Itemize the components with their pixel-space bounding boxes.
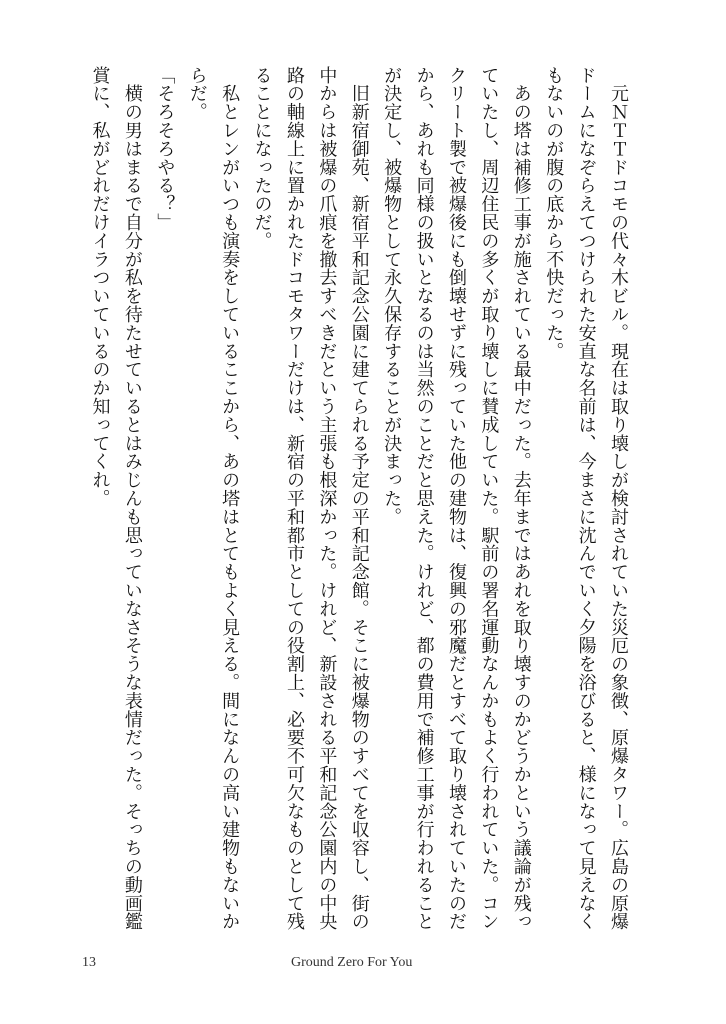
page-number: 13 <box>82 955 96 970</box>
running-title: Ground Zero For You <box>291 955 413 970</box>
paragraph: 旧新宿御苑、新宿平和記念公園に建てられる予定の平和記念館。そこに被爆物のすべてを収容し、街の中からは被爆の爪痕を撤去すべきだという主張も根深かった。けれど、新設される平和記念公園内の中央路の軸線上に置かれたドコモタワーだけは、新宿の平和都市としての役割上、必要不可欠なものとして残ることになったのだ。 <box>251 66 370 931</box>
paragraph: 横の男はまるで自分が私を待たせているとはみじんも思っていなさそうな表情だった。そっちの動画鑑賞に、私がどれだけイラついているのか知ってくれ。 <box>89 66 143 931</box>
paragraph: 私とレンがいつも演奏をしているここから、あの塔はとてもよく見える。間になんの高い建物もないからだ。 <box>186 66 241 931</box>
body-text <box>68 66 634 946</box>
paragraph: あの塔は補修工事が施されている最中だった。去年まではあれを取り壊すのかどうかという議論が残っていたし、周辺住民の多くが取り壊しに賛成していた。駅前の署名運動なんかもよく行われていた。コンクリート製で被爆後にも倒壊せずに残っていた他の建物は、復興の邪魔だとすべて取り壊されていたのだから、あれも同様の扱いとなるのは当然のことだと思えた。けれど、都の費用で補修工事が行われることが決定し、被爆物として永久保存することが決まった。 <box>381 66 532 931</box>
paragraph: 元ＮＴＴドコモの代々木ビル。現在は取り壊しが検討されていた災厄の象徴、原爆タワー。広島の原爆ドームになぞらえてつけられた安直な名前は、今まさに沈んでいく夕陽を浴びると、様になって見えなくもないのが腹の底から不快だった。 <box>543 66 629 931</box>
dialogue-line: 「そろそろやる？」 <box>154 66 176 232</box>
